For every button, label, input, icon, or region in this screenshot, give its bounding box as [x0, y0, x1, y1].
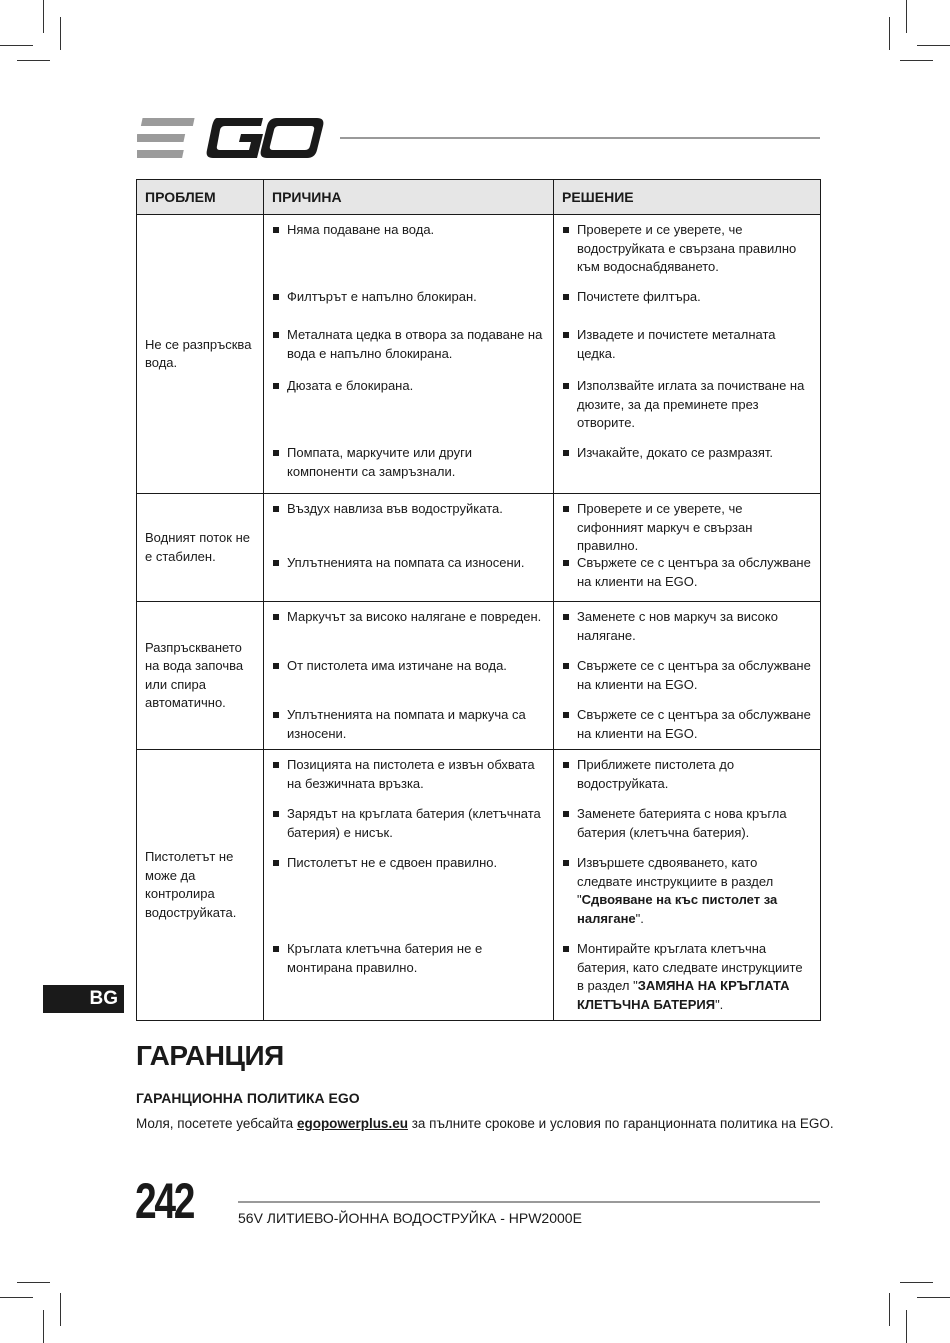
bullet-icon	[563, 663, 569, 669]
bullet-icon	[273, 227, 279, 233]
bullet-icon	[273, 506, 279, 512]
section-title: ГАРАНЦИЯ	[136, 1040, 284, 1071]
table-row	[137, 750, 821, 1021]
crop-mark	[906, 1310, 907, 1343]
solution-text: Изчакайте, докато се размразят.	[577, 445, 773, 460]
bullet-icon	[273, 332, 279, 338]
problem-text: Водният поток не е стабилен.	[145, 530, 250, 564]
bullet-icon	[273, 762, 279, 768]
crop-mark	[900, 1282, 933, 1283]
solution-text-post: ".	[635, 910, 644, 926]
solution-text-pre: Монтирайте кръглата клетъчна батерия, като следвате инструкциите в раздел "	[577, 941, 803, 993]
solution-text: Свържете се с центъра за обслужване на клиенти на EGO.	[577, 555, 811, 589]
solution-text: Заменете батерията с нова кръгла батерия (клетъчна батерия).	[577, 806, 787, 840]
cause-cell	[264, 750, 554, 1021]
list-item	[273, 805, 545, 854]
cause-text: Металната цедка в отвора за подаване на вода е напълно блокирана.	[287, 327, 543, 361]
header-rule	[340, 137, 820, 139]
column-header-problem: ПРОБЛЕМ	[137, 180, 264, 215]
warranty-text	[136, 1116, 834, 1131]
bullet-icon	[563, 332, 569, 338]
list-item	[273, 444, 545, 481]
bullet-icon	[273, 294, 279, 300]
crop-mark	[43, 1310, 44, 1343]
bullet-icon	[563, 860, 569, 866]
solution-text: Проверете и се уверете, че сифонният маркуч е свързан правилно.	[577, 501, 753, 553]
list-item	[563, 554, 812, 591]
list-item	[563, 940, 812, 1014]
table-row	[137, 215, 821, 494]
bullet-icon	[563, 450, 569, 456]
bullet-icon	[273, 860, 279, 866]
list-item	[563, 805, 812, 854]
crop-mark	[889, 17, 890, 50]
bullet-icon	[563, 614, 569, 620]
list-item	[563, 377, 812, 444]
cause-cell	[264, 602, 554, 750]
cause-text: Пистолетът не е сдвоен правилно.	[287, 855, 498, 870]
bullet-icon	[273, 663, 279, 669]
crop-mark	[43, 0, 44, 33]
bullet-icon	[273, 712, 279, 718]
website-link[interactable]: egopowerplus.eu	[296, 1116, 408, 1131]
list-item	[273, 706, 545, 743]
page-number: 242	[135, 1173, 194, 1229]
list-item	[563, 500, 812, 554]
list-item	[273, 940, 545, 977]
problem-text: Не се разпръсква вода.	[145, 336, 252, 370]
table-row	[137, 602, 821, 750]
list-item	[273, 854, 545, 940]
solution-text: Проверете и се уверете, че водоструйката е свързана правилно към водоснабдяването.	[577, 222, 797, 274]
cause-text: Позицията на пистолета е извън обхвата на безжичната връзка.	[287, 757, 535, 791]
bullet-icon	[563, 294, 569, 300]
bullet-icon	[563, 762, 569, 768]
crop-mark	[17, 60, 50, 61]
list-item	[273, 326, 545, 377]
cause-text: Кръглата клетъчна батерия не е монтирана правилно.	[287, 941, 483, 975]
solution-text	[577, 940, 812, 1014]
list-item	[563, 326, 812, 377]
list-item	[563, 854, 812, 940]
bullet-icon	[273, 946, 279, 952]
bullet-icon	[563, 560, 569, 566]
problem-text: Пистолетът не може да контролира водоструйката.	[145, 849, 237, 920]
list-item	[273, 554, 545, 573]
section-reference: ЗАМЯНА НА КРЪГЛАТА КЛЕТЪЧНА БАТЕРИЯ	[577, 978, 790, 1012]
bullet-icon	[563, 506, 569, 512]
cause-text: Зарядът на кръглата батерия (клетъчната батерия) е нисък.	[287, 806, 541, 840]
cause-cell	[264, 494, 554, 602]
crop-mark	[60, 17, 61, 50]
bullet-icon	[273, 383, 279, 389]
cause-text: Няма подаване на вода.	[287, 222, 435, 237]
solution-text: Приближете пистолета до водоструйката.	[577, 757, 735, 791]
bullet-icon	[273, 560, 279, 566]
list-item	[273, 288, 545, 326]
table-row	[137, 494, 821, 602]
section-reference: Сдвояване на къс пистолет за налягане	[577, 892, 778, 926]
list-item	[563, 288, 812, 326]
cause-text: Уплътненията на помпата и маркуча са износени.	[287, 707, 526, 741]
list-item	[563, 608, 812, 657]
problem-cell	[137, 602, 264, 750]
bullet-icon	[273, 614, 279, 620]
crop-mark	[917, 45, 950, 46]
cause-text: Филтърът е напълно блокиран.	[287, 289, 477, 304]
column-header-solution: РЕШЕНИЕ	[554, 180, 821, 215]
cause-text: Помпата, маркучите или други компоненти са замръзнали.	[287, 445, 473, 479]
crop-mark	[60, 1293, 61, 1326]
crop-mark	[917, 1297, 950, 1298]
list-item	[273, 657, 545, 706]
crop-mark	[0, 1297, 33, 1298]
section-subtitle: ГАРАНЦИОННА ПОЛИТИКА EGO	[136, 1090, 360, 1106]
solution-text: Свържете се с центъра за обслужване на клиенти на EGO.	[577, 707, 811, 741]
list-item	[563, 756, 812, 805]
solution-text: Заменете с нов маркуч за високо налягане.	[577, 609, 778, 643]
crop-mark	[900, 60, 933, 61]
solution-cell	[554, 494, 821, 602]
solution-text	[577, 854, 812, 928]
problem-text: Разпръскването на вода започва или спира автоматично.	[145, 639, 244, 710]
crop-mark	[889, 1293, 890, 1326]
list-item	[563, 221, 812, 288]
list-item	[563, 657, 812, 706]
list-item	[273, 221, 545, 288]
solution-text: Използвайте иглата за почистване на дюзите, за да преминете през отворите.	[577, 378, 805, 430]
cause-text: Въздух навлиза във водоструйката.	[287, 501, 503, 516]
bullet-icon	[563, 383, 569, 389]
cause-text: Уплътненията на помпата са износени.	[287, 555, 525, 570]
solution-text: Почистете филтъра.	[577, 289, 701, 304]
cause-text: От пистолета има изтичане на вода.	[287, 658, 507, 673]
bullet-icon	[273, 811, 279, 817]
problem-cell	[137, 494, 264, 602]
footer-text: 56V ЛИТИЕВО-ЙОННА ВОДОСТРУЙКА - HPW2000E	[238, 1210, 582, 1226]
crop-mark	[0, 45, 33, 46]
solution-cell	[554, 750, 821, 1021]
footer-rule	[238, 1201, 820, 1203]
solution-text: Извадете и почистете металната цедка.	[577, 327, 776, 361]
language-tab: BG	[43, 985, 124, 1013]
crop-mark	[17, 1282, 50, 1283]
list-item	[563, 706, 812, 743]
solution-cell	[554, 602, 821, 750]
solution-text-pre: Извършете сдвояването, като следвате инструкциите в раздел "	[577, 855, 774, 907]
list-item	[273, 377, 545, 444]
ego-logo	[137, 116, 327, 160]
cause-text: Маркучът за високо налягане е повреден.	[287, 609, 542, 624]
list-item	[273, 756, 545, 805]
list-item	[273, 500, 545, 554]
troubleshooting-table	[136, 179, 821, 1021]
problem-cell	[137, 215, 264, 494]
bullet-icon	[563, 946, 569, 952]
problem-cell	[137, 750, 264, 1021]
solution-text: Свържете се с центъра за обслужване на клиенти на EGO.	[577, 658, 811, 692]
bullet-icon	[563, 227, 569, 233]
bullet-icon	[563, 712, 569, 718]
bullet-icon	[563, 811, 569, 817]
list-item	[563, 444, 812, 463]
table-header-row	[137, 180, 821, 215]
solution-cell	[554, 215, 821, 494]
solution-text-post: ".	[715, 996, 724, 1012]
warranty-text-after: за пълните срокове и условия по гаранционната политика на EGO.	[407, 1116, 834, 1131]
cause-cell	[264, 215, 554, 494]
list-item	[273, 608, 545, 657]
cause-text: Дюзата е блокирана.	[287, 378, 414, 393]
column-header-cause: ПРИЧИНА	[264, 180, 554, 215]
bullet-icon	[273, 450, 279, 456]
crop-mark	[906, 0, 907, 33]
warranty-text-before: Моля, посетете уебсайта	[136, 1116, 297, 1131]
